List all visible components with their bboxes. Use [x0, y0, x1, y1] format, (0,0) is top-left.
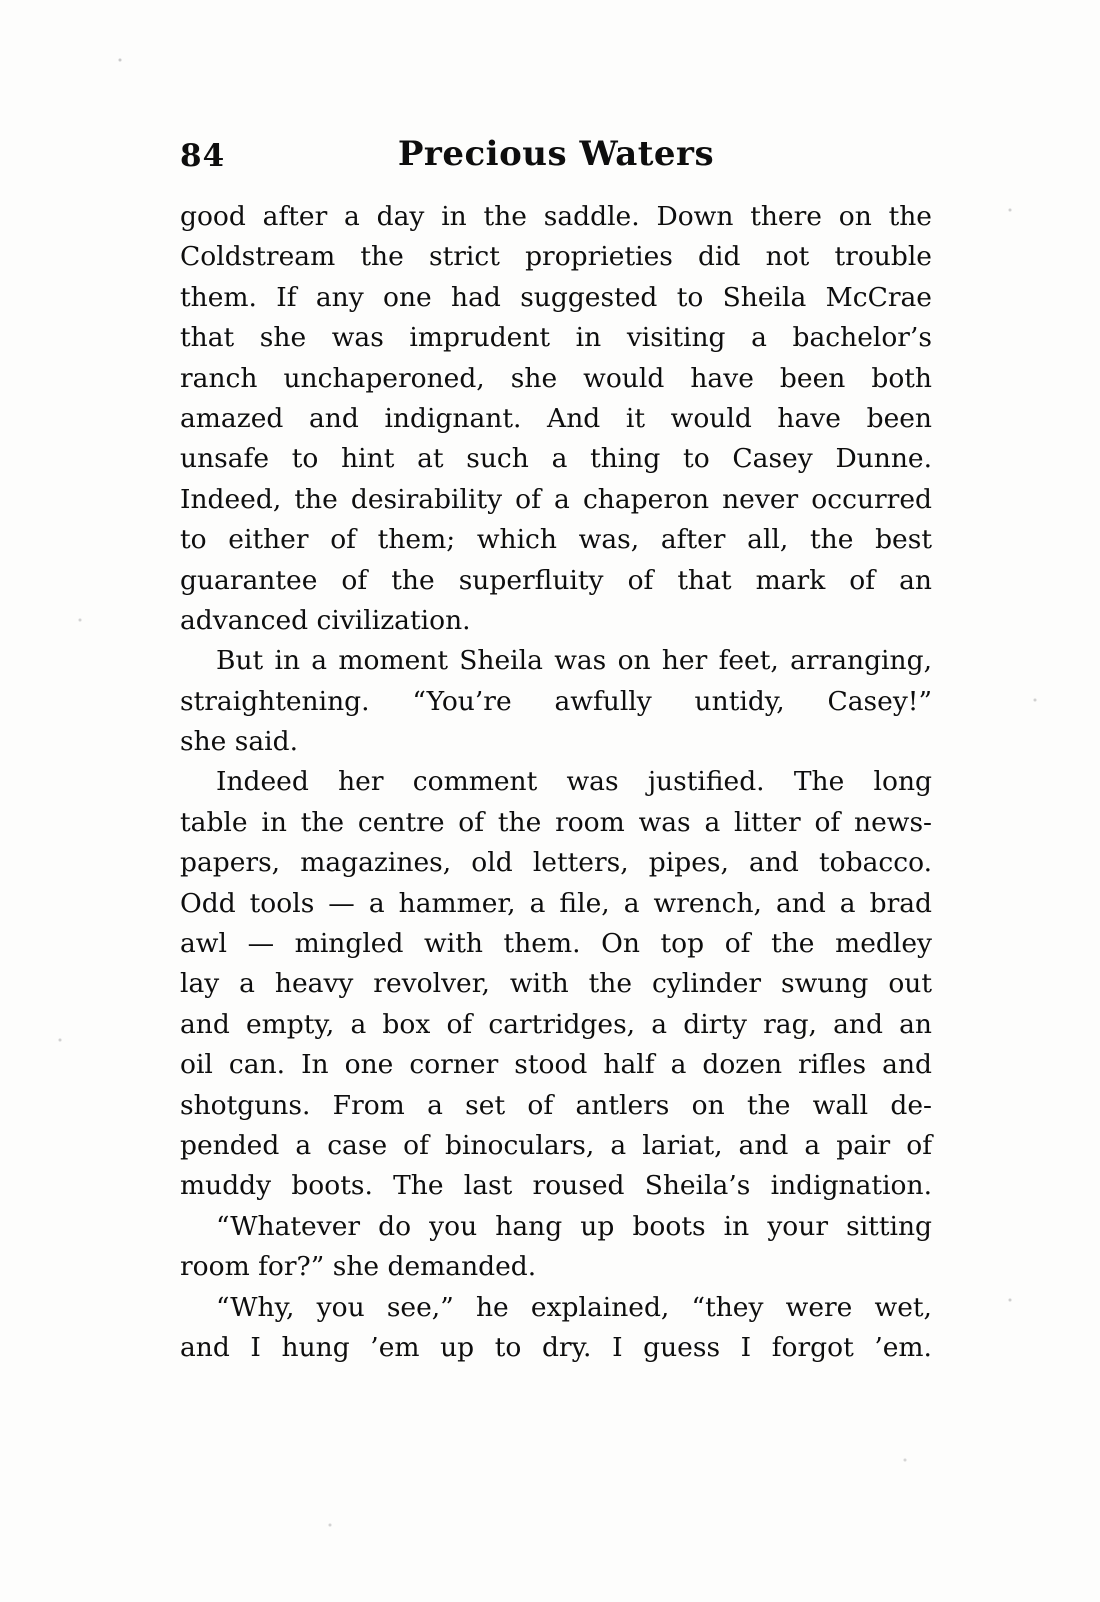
text-line: awl — mingled with them. On top of the medley	[180, 928, 932, 960]
text-line: Indeed, the desirability of a chaperon never occurred	[180, 483, 932, 515]
text-line: good after a day in the saddle. Down there on the	[180, 201, 932, 232]
body-text	[180, 197, 932, 1368]
text-line: shotguns. From a set of antlers on the wall de-	[180, 1089, 932, 1121]
text-line: Coldstream the strict proprieties did not trouble	[180, 241, 932, 273]
text-line: that she was imprudent in visiting a bachelor’s	[180, 322, 932, 354]
page-number: 84	[180, 138, 226, 174]
text-line: Odd tools — a hammer, a file, a wrench, and a brad	[180, 887, 932, 919]
text-line: them. If any one had suggested to Sheila McCrae	[180, 281, 932, 313]
text-line: pended a case of binoculars, a lariat, and a pair of	[180, 1129, 932, 1161]
text-line: room for?” she demanded.	[180, 1251, 537, 1283]
text-line: table in the centre of the room was a litter of news-	[180, 806, 932, 838]
text-line: and empty, a box of cartridges, a dirty rag, and an	[180, 1008, 932, 1040]
text-line: advanced civilization.	[180, 604, 471, 636]
text-line: muddy boots. The last roused Sheila’s indignation.	[180, 1170, 932, 1202]
text-line: papers, magazines, old letters, pipes, and tobacco.	[180, 847, 932, 879]
text-line: “Why, you see,” he explained, “they were wet,	[216, 1291, 932, 1323]
text-line: to either of them; which was, after all, the best	[180, 524, 932, 556]
text-line: But in a moment Sheila was on her feet, arranging,	[216, 645, 932, 677]
text-line: “Whatever do you hang up boots in your sitting	[216, 1210, 932, 1242]
text-line: and I hung ’em up to dry. I guess I forgot ’em.	[180, 1331, 932, 1363]
text-line: she said.	[180, 726, 299, 758]
text-line: guarantee of the superfluity of that mark of an	[180, 564, 932, 596]
text-line: straightening. “You’re awfully untidy, Casey!”	[180, 685, 932, 717]
page-header	[180, 134, 932, 178]
page-title: Precious Waters	[397, 134, 715, 174]
text-line: oil can. In one corner stood half a dozen rifles and	[180, 1049, 932, 1081]
text-line: ranch unchaperoned, she would have been both	[180, 362, 932, 394]
text-line: unsafe to hint at such a thing to Casey Dunne.	[180, 443, 932, 475]
text-line: lay a heavy revolver, with the cylinder swung out	[180, 968, 932, 1000]
text-line: amazed and indignant. And it would have been	[180, 402, 932, 434]
text-line: Indeed her comment was justified. The long	[216, 766, 932, 798]
